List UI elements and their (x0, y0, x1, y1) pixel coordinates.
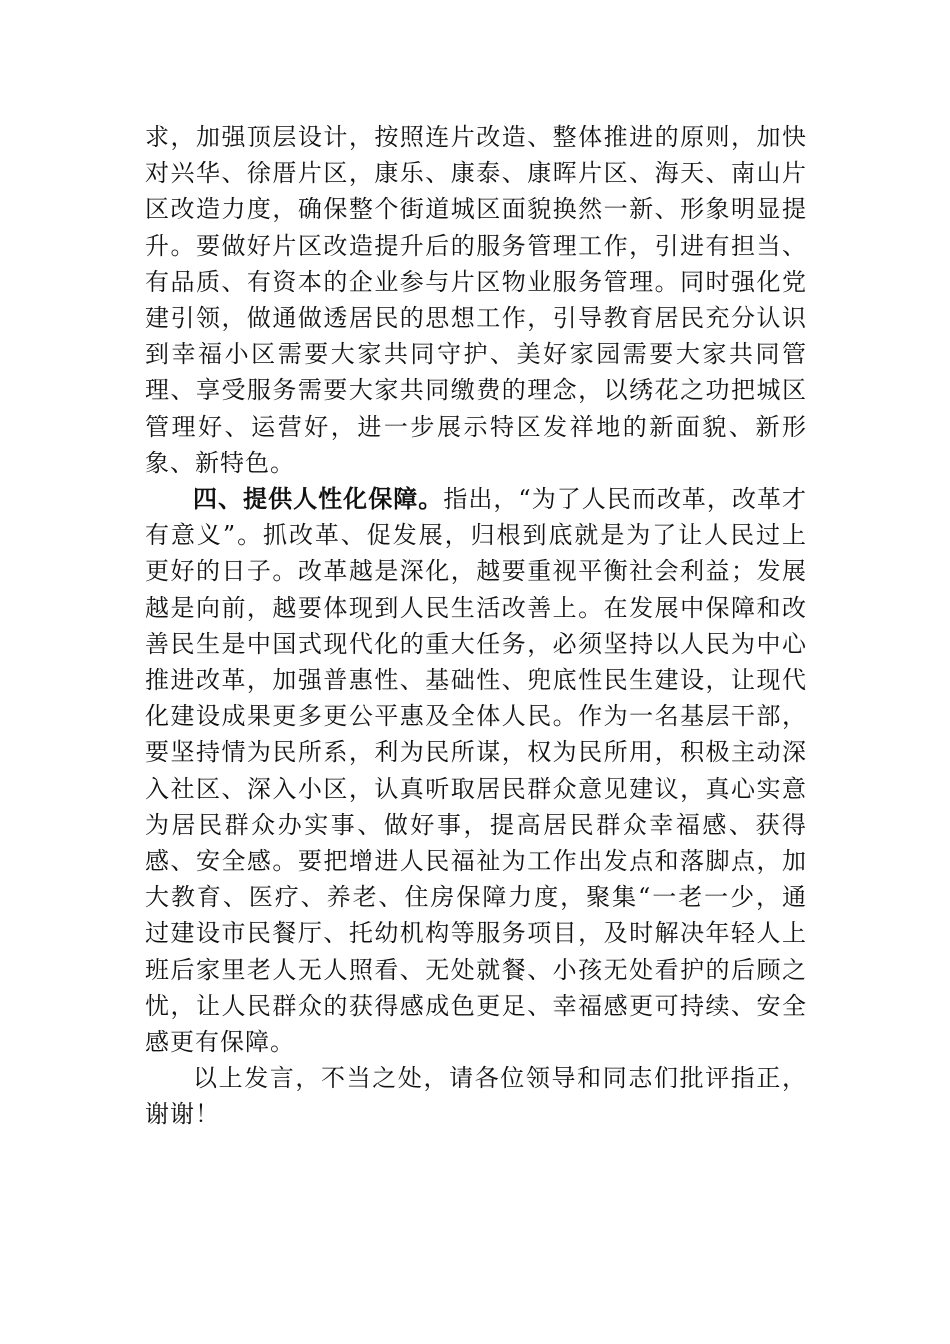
paragraph-text: 指出，“为了人民而改革，改革才有意义”。抓改革、促发展，归根到底就是为了让人民过上更好的日子。改革越是深化，越要重视平衡社会利益；发展越是向前，越要体现到人民生活改善上。在发展中保障和改善民生是中国式现代化的重大任务，必须坚持以人民为中心推进改革，加强普惠性、基础性、兜底性民生建设，让现代化建设成果更多更公平惠及全体人民。作为一名基层干部，要坚持情为民所系，利为民所谋，权为民所用，积极主动深入社区、深入小区，认真听取居民群众意见建议，真心实意为居民群众办实事、做好事，提高居民群众幸福感、获得感、安全感。要把增进人民福祉为工作出发点和落脚点，加大教育、医疗、养老、住房保障力度，聚集“一老一少，通过建设市民餐厅、托幼机构等服务项目，及时解决年轻人上班后家里老人无人照看、无处就餐、小孩无处看护的后顾之忧，让人民群众的获得感成色更足、幸福感更可持续、安全感更有保障。 (145, 485, 808, 1057)
paragraph-closing (145, 1060, 807, 1132)
paragraph-continuation (145, 119, 807, 481)
paragraph-text: 以上发言，不当之处，请各位领导和同志们批评指正，谢谢！ (145, 1064, 807, 1129)
section-heading: 四、提供人性化保障。 (193, 484, 444, 514)
document-body (145, 119, 807, 1133)
paragraph-text: 求，加强顶层设计，按照连片改造、整体推进的原则，加快对兴华、徐厝片区，康乐、康泰、康晖片区、海天、南山片区改造力度，确保整个街道城区面貌换然一新、形象明显提升。要做好片区改造提升后的服务管理工作，引进有担当、有品质、有资本的企业参与片区物业服务管理。同时强化党建引领，做通做透居民的思想工作，引导教育居民充分认识到幸福小区需要大家共同守护、美好家园需要大家共同管理、享受服务需要大家共同缴费的理念，以绣花之功把城区管理好、运营好，进一步展示特区发祥地的新面貌、新形象、新特色。 (145, 123, 807, 477)
paragraph-section-four (145, 481, 807, 1060)
